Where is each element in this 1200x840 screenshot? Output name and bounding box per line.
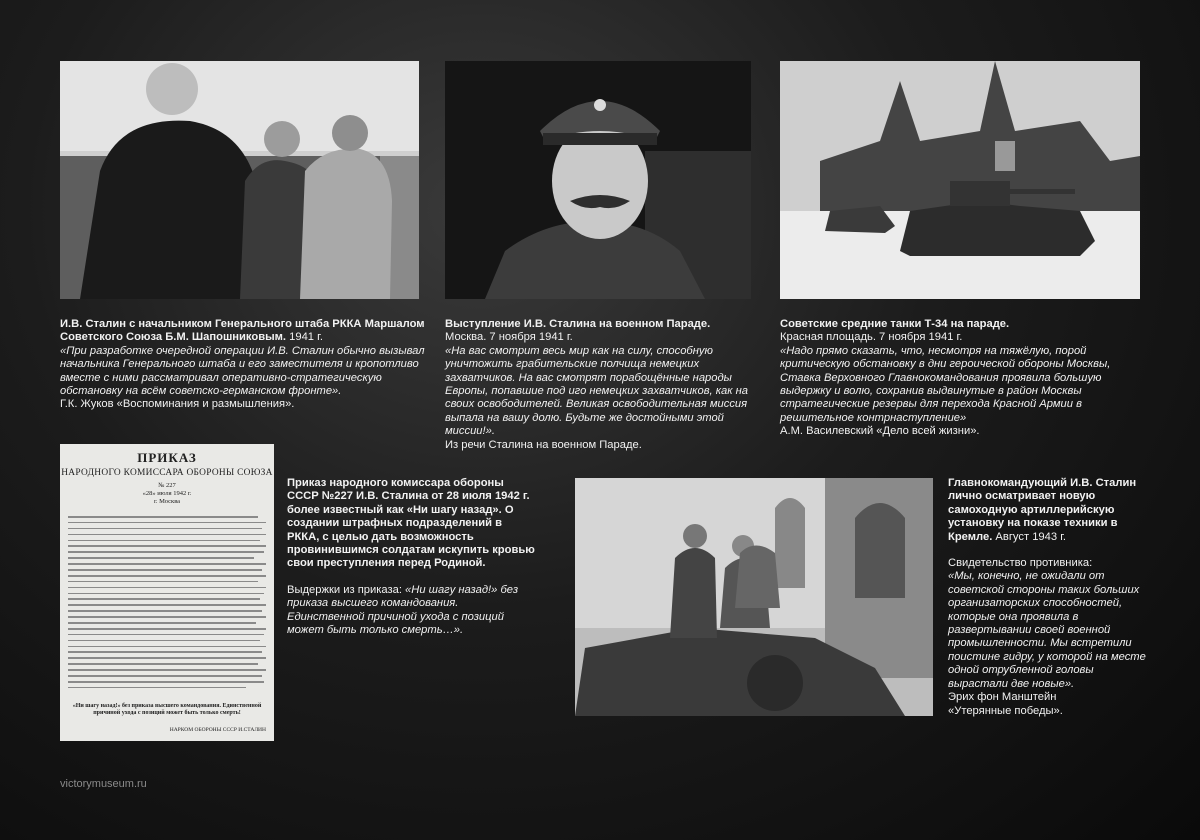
document-body-text [68, 516, 266, 711]
caption-4-title: Приказ народного комиссара обороны СССР №227 И.В. Сталина от 28 июля 1942 г. более известный как «Ни шагу назад». О создании штрафных подразделений в РККА, с целью дать возможность провинившимся солдатам искупить кровью свои преступления перед Родиной. [287, 477, 535, 570]
caption-2-place: Москва. 7 ноября 1941 г. [445, 331, 573, 344]
caption-4-quote: «Ни шагу назад!» без приказа высшего командования. Единственной причиной ухода с позиций может быть только смерть…». [287, 583, 519, 637]
caption-2-title: Выступление И.В. Сталина на военном Параде. [445, 318, 711, 330]
caption-5-lead: Свидетельство противника: [948, 557, 1093, 570]
caption-5-author: Эрих фон Манштейн [948, 691, 1057, 704]
document-text-line [68, 669, 266, 671]
document-text-line [68, 534, 266, 536]
photo-1-image [60, 61, 419, 299]
order-227-document [60, 444, 274, 741]
caption-5-year: Август 1943 г. [992, 530, 1067, 543]
stalin-shaposhnikov-photo [60, 61, 419, 299]
caption-3-quote: «Надо прямо сказать, что, несмотря на тяжёлую, порой критическую обстановку в дни героической обороны Москвы, Ставка Верховного Главнокомандования проявила большую выдержку и волю, сохранив выдвинутые в район Москвы стратегические резервы для перехода Красной Армии в решительное контрнаступление» [780, 344, 1111, 424]
document-text-line [68, 569, 262, 571]
document-text-line [68, 545, 266, 547]
document-title: ПРИКАЗ [137, 450, 197, 465]
document-text-line [68, 604, 266, 606]
document-text-line [68, 528, 262, 530]
document-text-line [68, 563, 266, 565]
document-text-line [68, 540, 260, 542]
caption-2-source: Из речи Сталина на военном Параде. [445, 438, 642, 451]
document-bold-line: «Ни шагу назад!» без приказа высшего командования. Единственной причиной ухода с позиций может быть только смерть! [72, 703, 262, 716]
caption-2-quote: «На вас смотрит весь мир как на силу, способную уничтожить грабительские полчища немецких захватчиков. На вас смотрят порабощённые народы Европы, попавшие под иго немецких захватчиков, как на своих освободителей. Великая освободительная миссия выпала на вашу долю. Будьте же достойными этой миссии!». [445, 344, 749, 438]
caption-3-place: Красная площадь. 7 ноября 1941 г. [780, 331, 963, 344]
photo-3-image [780, 61, 1140, 299]
document-subtitle: НАРОДНОГО КОМИССАРА ОБОРОНЫ СОЮЗА [61, 468, 273, 478]
stalin-inspecting-artillery-photo [575, 478, 933, 716]
caption-1-quote: «При разработке очередной операции И.В. Сталин обычно вызывал начальника Генерального штаба и его заместителя и кропотливо вместе с ними рассматривал оперативно-стратегическую обстановку на всём советско-германском фронте». [60, 344, 425, 398]
document-text-line [68, 651, 262, 653]
document-text-line [68, 640, 260, 642]
document-city: г. Москва [153, 498, 181, 505]
document-meta [60, 482, 274, 506]
footer-site-link[interactable]: victorymuseum.ru [60, 778, 147, 790]
caption-1-title: И.В. Сталин с начальником Генерального штаба РККА Маршалом Советского Союза Б.М. Шапошниковым. [60, 318, 425, 344]
caption-parade-speech [445, 318, 760, 452]
document-text-line [68, 581, 258, 583]
caption-artillery-inspection [948, 477, 1148, 718]
document-signature: НАРКОМ ОБОРОНЫ СССР И.СТАЛИН [169, 727, 266, 733]
document-text-line [68, 593, 264, 595]
document-text-line [68, 522, 266, 524]
caption-t34-tanks [780, 318, 1140, 439]
document-text-line [68, 557, 254, 559]
stalin-portrait-photo [445, 61, 751, 299]
caption-3-source: А.М. Василевский «Дело всей жизни». [780, 425, 980, 438]
photo-2-image [445, 61, 751, 299]
document-text-line [68, 681, 264, 683]
document-text-line [68, 675, 262, 677]
document-text-line [68, 575, 266, 577]
caption-5-book: «Утерянные победы». [948, 704, 1063, 717]
caption-5-title: Главнокомандующий И.В. Сталин лично осматривает новую самоходную артиллерийскую установку на показе техники в Кремле. [948, 477, 1137, 543]
document-text-line [68, 628, 266, 630]
document-text-line [68, 646, 266, 648]
caption-order-227 [287, 477, 537, 637]
photo-4-image [575, 478, 933, 716]
caption-1-year: 1941 г. [286, 331, 323, 344]
document-text-line [68, 610, 262, 612]
document-text-line [68, 634, 264, 636]
document-text-line [68, 622, 256, 624]
caption-4-lead: Выдержки из приказа: [287, 583, 406, 596]
caption-3-title: Советские средние танки Т-34 на параде. [780, 318, 1010, 330]
document-date: «28» июля 1942 г. [142, 490, 192, 497]
document-number: № 227 [158, 482, 176, 489]
caption-stalin-shaposhnikov [60, 318, 430, 412]
document-text-line [68, 598, 260, 600]
t34-tanks-red-square-photo [780, 61, 1140, 299]
document-text-line [68, 516, 258, 518]
document-text-line [68, 687, 246, 689]
caption-5-quote: «Мы, конечно, не ожидали от советской стороны таких больших организаторских способностей, которые она проявила в развертывании своей военной промышленности. Мы встретили поистине гидру, у которой на месте одной отрубленной головы вырастали две новые». [948, 570, 1146, 690]
document-text-line [68, 587, 266, 589]
document-text-line [68, 663, 258, 665]
caption-1-source: Г.К. Жуков «Воспоминания и размышления». [60, 398, 295, 411]
document-text-line [68, 551, 264, 553]
document-text-line [68, 657, 266, 659]
document-text-line [68, 616, 266, 618]
